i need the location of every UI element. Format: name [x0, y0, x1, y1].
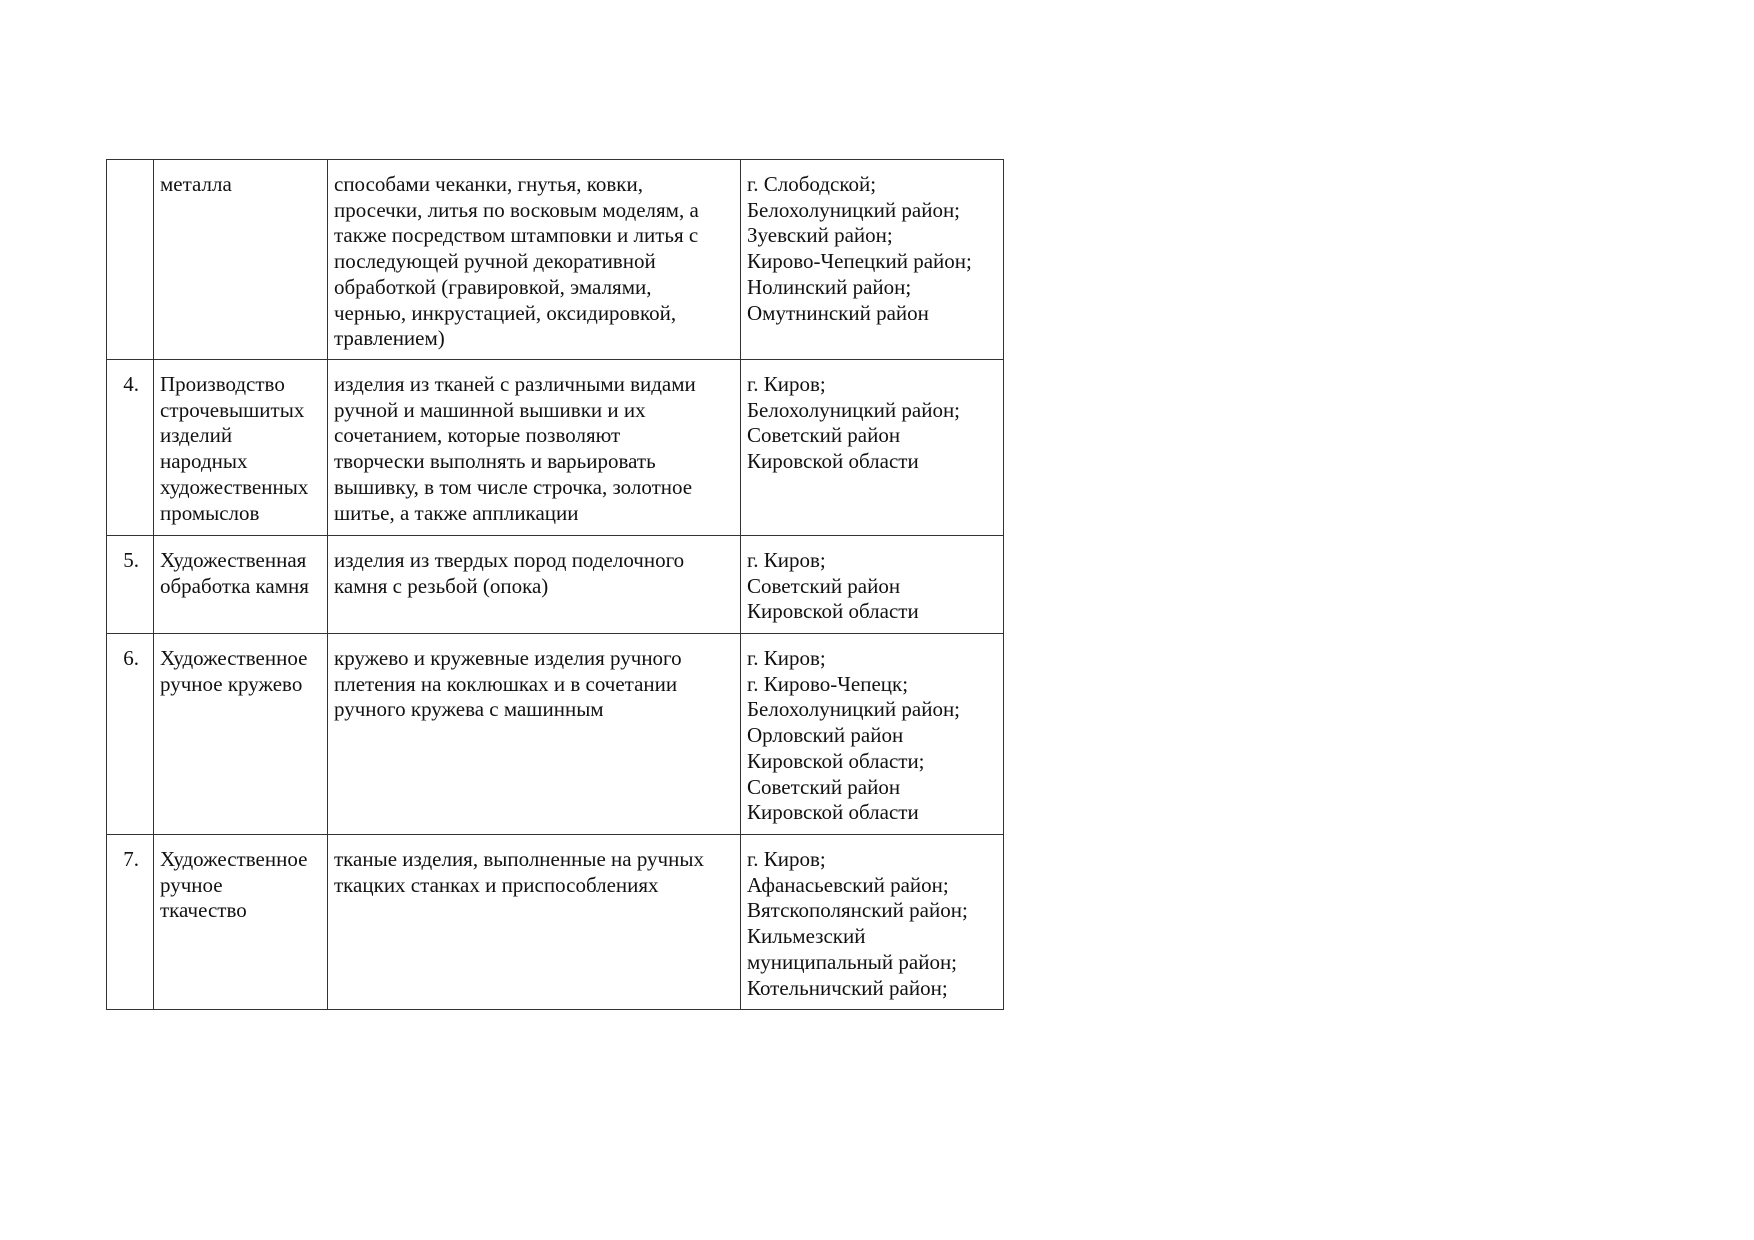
craft-name-line: Художественное: [160, 847, 308, 871]
craft-description-line: творчески выполнять и варьировать: [334, 449, 656, 474]
craft-name-line: промыслов: [160, 500, 260, 525]
craft-locations-cell: [741, 835, 1004, 1010]
table-row: [107, 160, 1004, 360]
craft-description-line: способами чеканки, гнутья, ковки,: [334, 172, 643, 196]
craft-locations-line: Вятскополянский район;: [747, 898, 968, 923]
crafts-table: [106, 159, 1004, 1010]
craft-name-cell: [154, 160, 328, 360]
craft-locations-line: Кировской области: [747, 800, 919, 825]
craft-locations-cell: [741, 160, 1004, 360]
craft-description-line: сочетанием, которые позволяют: [334, 423, 621, 448]
craft-description-cell: [328, 536, 741, 634]
craft-description-line: чернью, инкрустацией, оксидировкой,: [334, 300, 677, 325]
row-number-cell: [107, 835, 154, 1010]
craft-description-line: также посредством штамповки и литья с: [334, 223, 699, 248]
craft-locations-line: муниципальный район;: [747, 949, 958, 974]
craft-locations-line: Советский район: [747, 423, 901, 448]
craft-locations-line: Белохолуницкий район;: [747, 197, 961, 222]
row-number: 7.: [123, 847, 139, 871]
craft-description-line: тканые изделия, выполненные на ручных: [334, 847, 704, 871]
craft-description-line: ручного кружева с машинным: [334, 697, 604, 722]
craft-locations-line: Белохолуницкий район;: [747, 697, 961, 722]
craft-locations-line: Котельничский район;: [747, 975, 948, 1000]
craft-locations-line: Кировской области: [747, 449, 919, 474]
craft-locations-line: Кировской области;: [747, 748, 925, 773]
row-number: 5.: [123, 548, 139, 572]
craft-locations-line: г. Киров;: [747, 372, 826, 396]
craft-description-line: вышивку, в том числе строчка, золотное: [334, 474, 693, 499]
craft-locations-line: Кировской области: [747, 599, 919, 624]
craft-description-cell: [328, 835, 741, 1010]
craft-name-line: ручное кружево: [160, 671, 303, 696]
craft-name-line: обработка камня: [160, 573, 309, 598]
craft-locations-cell: [741, 360, 1004, 536]
craft-name-line: металла: [160, 172, 232, 196]
craft-locations-line: г. Киров;: [747, 847, 826, 871]
craft-description-line: изделия из тканей с различными видами: [334, 372, 696, 396]
craft-name-line: изделий: [160, 423, 233, 448]
craft-locations-line: г. Киров;: [747, 646, 826, 670]
row-number-cell: [107, 634, 154, 835]
craft-locations-line: Омутнинский район: [747, 300, 929, 325]
craft-locations-line: Нолинский район;: [747, 274, 912, 299]
craft-locations-line: Орловский район: [747, 723, 904, 748]
craft-description-cell: [328, 160, 741, 360]
craft-locations-line: Зуевский район;: [747, 223, 893, 248]
craft-name-line: строчевышитых: [160, 397, 305, 422]
craft-description-line: изделия из твердых пород поделочного: [334, 548, 685, 572]
craft-locations-line: Афанасьевский район;: [747, 872, 949, 897]
row-number-cell: [107, 536, 154, 634]
craft-locations-line: Белохолуницкий район;: [747, 397, 961, 422]
table-row: [107, 360, 1004, 536]
table-row: [107, 835, 1004, 1010]
craft-description-line: травлением): [334, 326, 445, 351]
craft-description-line: последующей ручной декоративной: [334, 249, 656, 274]
row-number: 4.: [123, 372, 139, 396]
craft-description-line: ткацких станках и приспособлениях: [334, 872, 659, 897]
craft-locations-line: Советский район: [747, 573, 901, 598]
craft-description-line: кружево и кружевные изделия ручного: [334, 646, 682, 670]
craft-description-line: просечки, литья по восковым моделям, а: [334, 197, 699, 222]
craft-description-cell: [328, 634, 741, 835]
craft-name-line: народных: [160, 449, 248, 474]
craft-description-line: камня с резьбой (опока): [334, 573, 549, 598]
craft-locations-line: Кирово-Чепецкий район;: [747, 249, 972, 274]
craft-description-line: обработкой (гравировкой, эмалями,: [334, 274, 652, 299]
crafts-table-body: [107, 160, 1004, 1010]
craft-name-cell: [154, 634, 328, 835]
row-number-cell: [107, 360, 154, 536]
craft-locations-line: Кильмезский: [747, 924, 866, 949]
craft-name-line: Производство: [160, 372, 285, 396]
craft-name-line: Художественная: [160, 548, 307, 572]
craft-name-line: художественных: [160, 474, 309, 499]
craft-name-line: ткачество: [160, 898, 247, 923]
craft-description-line: плетения на коклюшках и в сочетании: [334, 671, 678, 696]
craft-description-line: ручной и машинной вышивки и их: [334, 397, 646, 422]
row-number: 6.: [123, 646, 139, 670]
row-number-cell: [107, 160, 154, 360]
table-row: [107, 634, 1004, 835]
craft-locations-cell: [741, 634, 1004, 835]
craft-locations-line: г. Слободской;: [747, 172, 877, 196]
table-row: [107, 536, 1004, 634]
craft-name-line: Художественное: [160, 646, 308, 670]
craft-name-cell: [154, 360, 328, 536]
craft-description-line: шитье, а также аппликации: [334, 500, 579, 525]
craft-locations-line: г. Киров;: [747, 548, 826, 572]
craft-name-line: ручное: [160, 872, 223, 897]
craft-name-cell: [154, 835, 328, 1010]
craft-locations-line: г. Кирово-Чепецк;: [747, 671, 909, 696]
craft-locations-line: Советский район: [747, 774, 901, 799]
craft-description-cell: [328, 360, 741, 536]
craft-name-cell: [154, 536, 328, 634]
craft-locations-cell: [741, 536, 1004, 634]
